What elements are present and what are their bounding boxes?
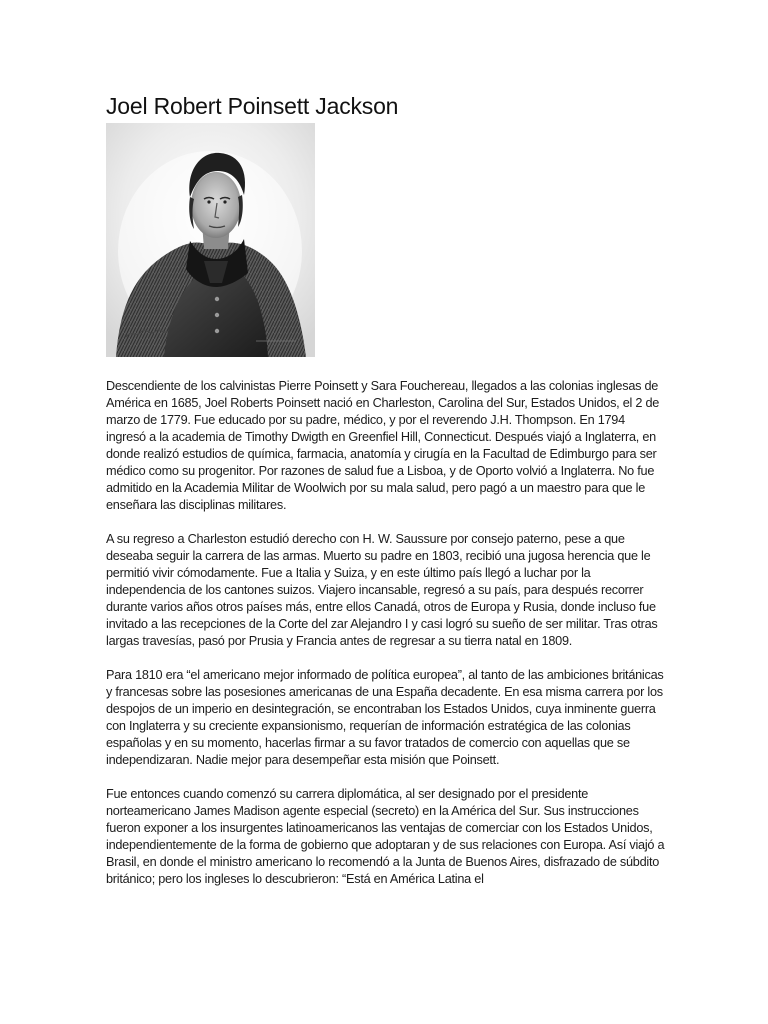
paragraph-2: A su regreso a Charleston estudió derecho con H. W. Saussure por consejo paterno, pese a que deseaba seguir la carrera de las armas. Muerto su padre en 1803, recibió una jugosa herencia que le permitió vivir cómodamente. Fue a Italia y Suiza, y en este último país llegó a luchar por la independencia de los cantones suizos. Viajero incansable, regresó a su país, para después recorrer durante varios años otros países más, entre ellos Canadá, otros de Europa y Rusia, donde incluso fue invitado a las recepciones de la Corte del zar Alejandro I y casi logró su sueño de ser militar. Tras otras largas travesías, pasó por Prusia y Francia antes de regresar a su tierra natal en 1809. [106, 532, 658, 648]
page-title: Joel Robert Poinsett Jackson [106, 93, 399, 119]
paragraph-4: Fue entonces cuando comenzó su carrera diplomática, al ser designado por el presidente norteamericano James Madison agente especial (secreto) en la América del Sur. Sus instrucciones fueron exponer a los insurgentes latinoamericanos las ventajas de comerciar con los Estados Unidos, independientemente de la forma de gobierno que adoptaran y de sus relaciones con Europa. Así viajó a Brasil, en donde el ministro americano lo recomendó a la Junta de Buenos Aires, disfrazado de súbdito británico; pero los ingleses lo descubrieron: “Está en América Latina el [106, 787, 665, 886]
portrait-image [106, 123, 315, 357]
body-text [106, 378, 668, 905]
paragraph-3: Para 1810 era “el americano mejor informado de política europea”, al tanto de las ambiciones británicas y francesas sobre las posesiones americanas de una España decadente. En esa misma carrera por los despojos de un imperio en desintegración, se encontraban los Estados Unidos, cuya inminente guerra con Inglaterra y su creciente expansionismo, requerían de información estratégica de las colonias españolas y en su momento, hacerlas firmar a su favor tratados de comercio con aquellas que se independizaran. Nadie mejor para desempeñar esta misión que Poinsett. [106, 668, 664, 767]
paragraph-1: Descendiente de los calvinistas Pierre Poinsett y Sara Fouchereau, llegados a las colonias inglesas de América en 1685, Joel Roberts Poinsett nació en Charleston, Carolina del Sur, Estados Unidos, el 2 de marzo de 1779. Fue educado por su padre, médico, y por el reverendo J.H. Thompson. En 1794 ingresó a la academia de Timothy Dwigth en Greenfiel Hill, Connecticut. Después viajó a Inglaterra, en donde realizó estudios de química, farmacia, anatomía y cirugía en la Facultad de Edimburgo para ser médico como su progenitor. Por razones de salud fue a Lisboa, y de Oporto volvió a Inglaterra. No fue admitido en la Academia Militar de Woolwich por su mala salud, pero pagó a un maestro para que le enseñara las disciplinas militares. [106, 379, 660, 512]
